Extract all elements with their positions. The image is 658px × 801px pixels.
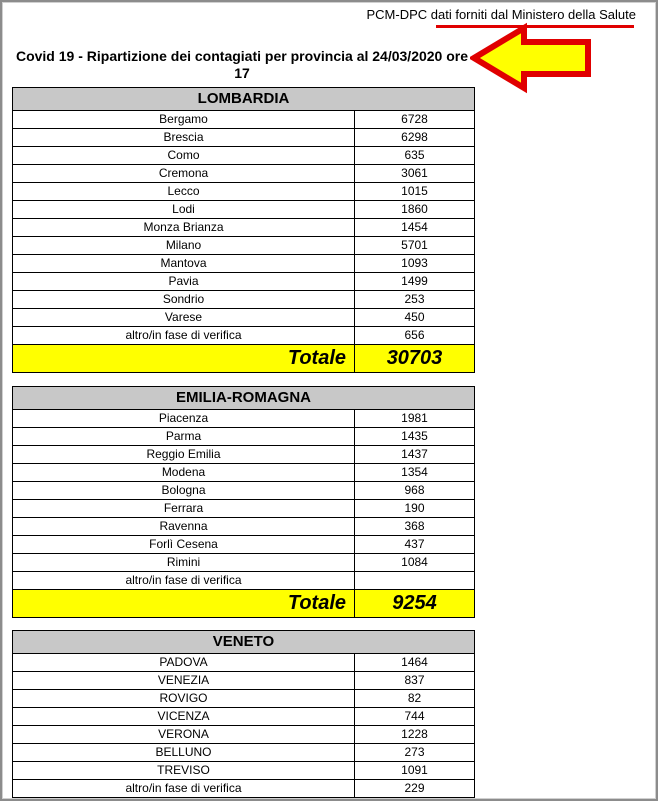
total-value: 30703 bbox=[355, 345, 475, 373]
case-count: 656 bbox=[355, 327, 475, 345]
province-name: BELLUNO bbox=[13, 744, 355, 762]
province-name: Varese bbox=[13, 309, 355, 327]
case-count: 1860 bbox=[355, 201, 475, 219]
province-name: TREVISO bbox=[13, 762, 355, 780]
case-count: 229 bbox=[355, 780, 475, 798]
case-count: 635 bbox=[355, 147, 475, 165]
table-row bbox=[13, 446, 475, 464]
province-name: Cremona bbox=[13, 165, 355, 183]
province-name: Bergamo bbox=[13, 111, 355, 129]
table-row bbox=[13, 672, 475, 690]
case-count: 837 bbox=[355, 672, 475, 690]
total-row bbox=[13, 345, 475, 373]
province-name: Piacenza bbox=[13, 410, 355, 428]
table-row bbox=[13, 147, 475, 165]
case-count: 1093 bbox=[355, 255, 475, 273]
province-name: altro/in fase di verifica bbox=[13, 572, 355, 590]
province-name: VICENZA bbox=[13, 708, 355, 726]
table-row bbox=[13, 464, 475, 482]
total-value: 9254 bbox=[355, 590, 475, 618]
province-name: Parma bbox=[13, 428, 355, 446]
case-count: 1437 bbox=[355, 446, 475, 464]
province-name: Reggio Emilia bbox=[13, 446, 355, 464]
province-name: altro/in fase di verifica bbox=[13, 780, 355, 798]
case-count: 273 bbox=[355, 744, 475, 762]
province-name: Lecco bbox=[13, 183, 355, 201]
table-row bbox=[13, 762, 475, 780]
region-table-lombardia bbox=[12, 87, 475, 373]
source-prefix: PCM-DPC bbox=[366, 7, 431, 22]
table-row bbox=[13, 327, 475, 345]
table-row bbox=[13, 654, 475, 672]
source-highlight: dati forniti dal Ministero della Salute bbox=[430, 7, 636, 22]
case-count: 6728 bbox=[355, 111, 475, 129]
case-count: 744 bbox=[355, 708, 475, 726]
case-count: 5701 bbox=[355, 237, 475, 255]
province-name: Ferrara bbox=[13, 500, 355, 518]
table-row bbox=[13, 410, 475, 428]
province-name: Forlì Cesena bbox=[13, 536, 355, 554]
case-count: 1499 bbox=[355, 273, 475, 291]
case-count: 437 bbox=[355, 536, 475, 554]
source-note bbox=[366, 7, 636, 22]
case-count: 450 bbox=[355, 309, 475, 327]
arrow-shape bbox=[474, 28, 588, 88]
case-count bbox=[355, 572, 475, 590]
table-row bbox=[13, 165, 475, 183]
table-row bbox=[13, 780, 475, 798]
region-header: VENETO bbox=[13, 631, 475, 654]
pointer-arrow-icon bbox=[470, 22, 594, 94]
case-count: 1435 bbox=[355, 428, 475, 446]
table-row bbox=[13, 708, 475, 726]
province-name: Milano bbox=[13, 237, 355, 255]
table-row bbox=[13, 482, 475, 500]
province-name: Rimini bbox=[13, 554, 355, 572]
total-row bbox=[13, 590, 475, 618]
table-row bbox=[13, 536, 475, 554]
region-table-veneto bbox=[12, 630, 475, 798]
table-row bbox=[13, 129, 475, 147]
province-name: Ravenna bbox=[13, 518, 355, 536]
table-row bbox=[13, 726, 475, 744]
case-count: 6298 bbox=[355, 129, 475, 147]
table-row bbox=[13, 309, 475, 327]
case-count: 3061 bbox=[355, 165, 475, 183]
province-name: Mantova bbox=[13, 255, 355, 273]
province-name: VERONA bbox=[13, 726, 355, 744]
province-name: Sondrio bbox=[13, 291, 355, 309]
case-count: 190 bbox=[355, 500, 475, 518]
table-row bbox=[13, 201, 475, 219]
table-row bbox=[13, 273, 475, 291]
table-row bbox=[13, 255, 475, 273]
case-count: 1228 bbox=[355, 726, 475, 744]
province-name: Pavia bbox=[13, 273, 355, 291]
province-name: Monza Brianza bbox=[13, 219, 355, 237]
province-name: Bologna bbox=[13, 482, 355, 500]
province-name: Como bbox=[13, 147, 355, 165]
table-row bbox=[13, 428, 475, 446]
case-count: 82 bbox=[355, 690, 475, 708]
total-label: Totale bbox=[13, 590, 355, 618]
case-count: 1091 bbox=[355, 762, 475, 780]
table-row bbox=[13, 219, 475, 237]
region-table-emilia-romagna bbox=[12, 386, 475, 618]
table-row bbox=[13, 183, 475, 201]
table-row bbox=[13, 554, 475, 572]
province-name: ROVIGO bbox=[13, 690, 355, 708]
table-row bbox=[13, 572, 475, 590]
case-count: 1454 bbox=[355, 219, 475, 237]
table-row bbox=[13, 690, 475, 708]
province-name: VENEZIA bbox=[13, 672, 355, 690]
case-count: 368 bbox=[355, 518, 475, 536]
region-header: LOMBARDIA bbox=[13, 88, 475, 111]
table-row bbox=[13, 744, 475, 762]
total-label: Totale bbox=[13, 345, 355, 373]
region-header: EMILIA-ROMAGNA bbox=[13, 387, 475, 410]
case-count: 253 bbox=[355, 291, 475, 309]
case-count: 968 bbox=[355, 482, 475, 500]
case-count: 1981 bbox=[355, 410, 475, 428]
province-name: altro/in fase di verifica bbox=[13, 327, 355, 345]
province-name: Lodi bbox=[13, 201, 355, 219]
case-count: 1015 bbox=[355, 183, 475, 201]
province-name: Modena bbox=[13, 464, 355, 482]
case-count: 1464 bbox=[355, 654, 475, 672]
page-title: Covid 19 - Ripartizione dei contagiati per provincia al 24/03/2020 ore 17 bbox=[15, 48, 469, 81]
case-count: 1354 bbox=[355, 464, 475, 482]
table-row bbox=[13, 500, 475, 518]
table-row bbox=[13, 518, 475, 536]
province-name: PADOVA bbox=[13, 654, 355, 672]
province-name: Brescia bbox=[13, 129, 355, 147]
table-row bbox=[13, 291, 475, 309]
table-row bbox=[13, 237, 475, 255]
case-count: 1084 bbox=[355, 554, 475, 572]
table-row bbox=[13, 111, 475, 129]
